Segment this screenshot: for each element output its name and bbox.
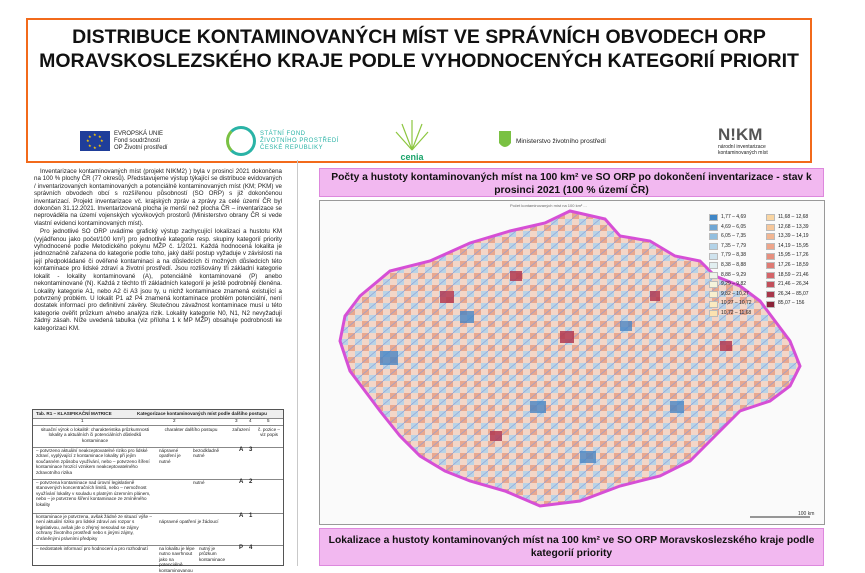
legend-swatch [709,243,718,250]
legend-label: 9,29 – 9,82 [721,281,747,288]
table-header-row [33,425,283,448]
legend-item [766,290,822,300]
legend-label: 8,88 – 9,29 [721,271,747,278]
legend-label: 17,26 – 18,59 [778,261,809,268]
legend-label: 13,39 – 14,19 [778,233,809,240]
legend-swatch [709,214,718,221]
intro-text [34,168,282,333]
eu-flag-icon: ★ ★ ★ ★ ★ ★ ★ ★ [80,131,110,151]
legend-label: 14,19 – 15,95 [778,242,809,249]
legend-item [766,223,822,233]
legend-column [709,213,765,319]
legend-swatch [709,310,718,317]
legend-item [709,290,765,300]
legend-item [766,299,822,309]
row-action: nápravné opatření je žádoucí [159,519,219,524]
col-num: 5 [267,418,270,423]
table-caption: Tab. R1 – KLASIFIKAČNÍ MATRICE [36,411,112,416]
legend-label: 10,72 – 11,68 [721,309,752,316]
legend-item [766,271,822,281]
row-action: na lokalitu je lépe nutno navrhnout jako na potenciálně kontaminovanou [159,546,195,573]
legend-label: 12,68 – 13,39 [778,223,809,230]
row-text: kontaminace je potvrzena, avšak žádné ze situací výše – není aktuální riziko pro lidské zdraví ani rozpor s legislativou, avšak jde o zřejmý nesoulad se zájmy ochrany životního prostředí nebo s jinými zájmy, chráněnými právními předpisy [36,514,152,541]
legend-swatch [709,262,718,269]
eu-logo [80,120,168,162]
sfzp-circle-icon [226,126,256,156]
legend-swatch [766,253,775,260]
table-row [33,545,283,573]
col-num: 2 [173,418,176,423]
legend-swatch [709,224,718,231]
legend-item [766,232,822,242]
legend-swatch [766,281,775,288]
header-cell: charakter dalšího postupu [164,427,218,432]
legend-item [766,213,822,223]
legend-label: 10,27 – 10,72 [721,300,752,307]
legend-swatch [766,301,775,308]
legend-item [709,271,765,281]
legend-item [709,223,765,233]
legend-label: 11,68 – 12,68 [778,214,809,220]
nikm-logo [718,120,768,162]
sfzp-logo-text: STÁTNÍ FOND ŽIVOTNÍHO PROSTŘEDÍ ČESKÉ REPUBLIKY [260,130,339,151]
nikm-logo-text: N!KM [718,125,763,144]
legend-swatch [766,224,775,231]
row-text: – potvrzena kontaminace nad úrovní legislativně stanovených koncentračních limitů, nebo – nemožnost využívání lokality v souladu s platným územním plánem, nebo – je potvrzeno šíření kontaminace ze zmíněného lokality [36,480,151,507]
legend-label: 7,35 – 7,79 [721,242,747,249]
legend-item [709,213,765,223]
table-caption-right: Kategorizace kontaminovaných míst podle dalšího postupu [137,411,267,416]
row-text: – potvrzeno aktuální neakceptovatelné riziko pro lidské zdraví, vyplývající z kontaminace lokality při jejím současném způsobu využívání, nebo – potvrzeno šíření kontaminace hrozící vznikem neakceptovatelného zdravotního rizika [36,448,150,475]
table-row [33,513,283,546]
row-detail: nutný je průzkum kontaminace [199,546,226,562]
cenia-rays-icon [394,116,430,152]
legend-column [766,213,822,309]
legend-swatch [766,262,775,269]
legend-item [709,299,765,309]
legend-swatch [766,291,775,298]
map-scale-label: 100 km [798,511,815,517]
logo-bar [28,120,810,162]
row-number: 3 [249,447,253,453]
col-num: 3 [235,418,238,423]
legend-swatch [766,233,775,240]
legend-swatch [766,272,775,279]
header-cell: zařazení [232,427,250,432]
row-category: A [239,479,244,485]
row-category: P [239,545,244,551]
classification-table [32,409,284,573]
legend-label: 18,59 – 21,46 [778,271,809,278]
header-cell: č. pozice – viz popis [258,427,280,438]
map-header: Počty a hustoty kontaminovaných míst na 100 km² ve SO ORP po dokončení inventarizace - stav k prosinci 2021 (100 % území ČR) [319,168,824,197]
table-row [33,479,283,514]
row-detail: bezodkladně nutné [193,448,220,459]
legend-label: 15,95 – 17,26 [778,252,809,259]
row-action: nápravné opatření je nutné [159,448,181,464]
title-box [26,18,812,163]
row-number: 2 [249,479,253,485]
legend-label: 85,07 – 156 [778,300,805,307]
legend-label: 6,05 – 7,35 [721,233,747,240]
legend-label: 1,77 – 4,69 [721,214,747,220]
intro-paragraph: Inventarizace kontaminovaných míst (projekt NIKM2) ) byla v prosinci 2021 dokončena na 100 % plochy ČR (77 okresů). Představujeme výstup týkající se distribuce evidovaných / inventarizovaných kontaminovaných a potenciálně kontaminovaných míst (KM; PKM) ve správních obvodech obcí s rozšířenou působností (SO ORP) s již dokončenou inventarizací. Projekt inventarizace vč. krajských zpráv a zprávy za celé území ČR byl dokončen 31.12.2021. Inventarizovaná plocha je menší než plocha ČR – inventarizace se neprováděla na území vojenských výcvikových prostorů (Ministerstvo obrany ČR si vede vlastní evidenci kontaminovaných míst). [34,168,282,227]
legend-item [766,242,822,252]
row-category: A [239,447,244,453]
row-category: A [239,513,244,519]
eu-logo-text: EVROPSKÁ UNIE Fond soudržnosti OP Životní prostředí [114,130,168,151]
cenia-logo [394,102,430,162]
legend-item [709,280,765,290]
legend-item [709,309,765,319]
col-num: 1 [81,418,84,423]
legend-label: 21,46 – 26,34 [778,281,809,288]
sfzp-logo [226,120,339,162]
mzp-logo-text: Ministerstvo životního prostředí [516,137,606,145]
mzp-emblem-icon [498,130,512,152]
legend-item [766,280,822,290]
column-divider [297,160,298,566]
row-number: 4 [249,545,253,551]
mzp-logo [498,120,606,162]
page-title: DISTRIBUCE KONTAMINOVANÝCH MÍST VE SPRÁVNÍCH OBVODECH ORP MORAVSKOSLEZSKÉHO KRAJE PODLE VYHODNOCENÝCH KATEGORIÍ PRIORIT [39,26,799,72]
nikm-logo-subtext: národní inventarizace kontaminovaných míst [718,144,768,156]
row-text: – nedostatek informací pro hodnocení a pro rozhodnutí [36,546,148,551]
legend-item [766,261,822,271]
legend-swatch [709,272,718,279]
categories-paragraph: Pro jednotlivé SO ORP uvádíme grafický výstup zachycující lokalizaci a hustotu KM (vyjádřenou jako počet/100 km²) pro jednotlivé kategorie resp. skupiny kategorií priority vyhodnocené podle Metodického pokynu MŽP č. 1/2021. Každá hodnocená lokalita je jednoznačně zařazena do kategorie podle toho, jaký další postup vyžaduje v závislosti na její předpokládané či ověřené kontaminaci a na důsledcích či možných důsledcích této kontaminace pro lidské zdraví a životní prostředí. Jsou rozlišovány tři základní kategorie lokalit - lokality kontaminované (A), potenciálně kontaminované (P) anebo nekontaminované (N). Každá z těchto tří základních kategorií je ještě podrobněji členěna. Lokality kategorie A1, nebo A2 či A3 jsou ty, u nichž kontaminace znamená existující a potvrzený problém. U lokalit P1 až P4 znamená kontaminace problém potenciální, není dostatek informací pro definitivní závěry. Skutečnou závažnost kontaminace musí u této kategorie ověřit průzkum a/nebo analýza rizik. Lokality kategorie N0, N1, N2 nevyžadují žádný zásah. Níže uvedená tabulka (viz příloha 1 k MP MŽP) obsahuje podrobnosti ke kategorizaci KM. [34,228,282,332]
legend-swatch [709,291,718,298]
legend-swatch [709,253,718,260]
map-footer: Lokalizace a hustoty kontaminovaných míst na 100 km² ve SO ORP Moravskoslezského kraje podle kategorií priority [319,528,824,566]
row-number: 1 [249,513,253,519]
table-row [33,447,283,480]
legend-item [709,242,765,252]
legend-swatch [766,243,775,250]
legend-label: 4,69 – 6,05 [721,223,747,230]
legend-label: 7,79 – 8,38 [721,252,747,259]
legend-swatch [709,233,718,240]
legend-item [709,251,765,261]
legend-swatch [709,301,718,308]
legend-label: 9,82 – 10,27 [721,290,749,297]
legend-swatch [709,281,718,288]
legend-item [709,261,765,271]
cenia-logo-text: cenia [400,152,424,162]
legend-label: 8,38 – 8,88 [721,261,747,268]
legend-swatch [766,214,775,221]
legend-item [766,251,822,261]
map-inner-title: Počet kontaminovaných míst na 100 km² ... [510,203,587,208]
row-detail: nutné [193,480,205,485]
col-num: 4 [249,418,252,423]
header-cell: situační výrok o lokalitě: charakteristika průzkumnosti lokality a aktuálních či potenciálních důsledků kontaminace [40,427,150,443]
legend-label: 26,34 – 85,07 [778,290,809,297]
legend-item [709,232,765,242]
